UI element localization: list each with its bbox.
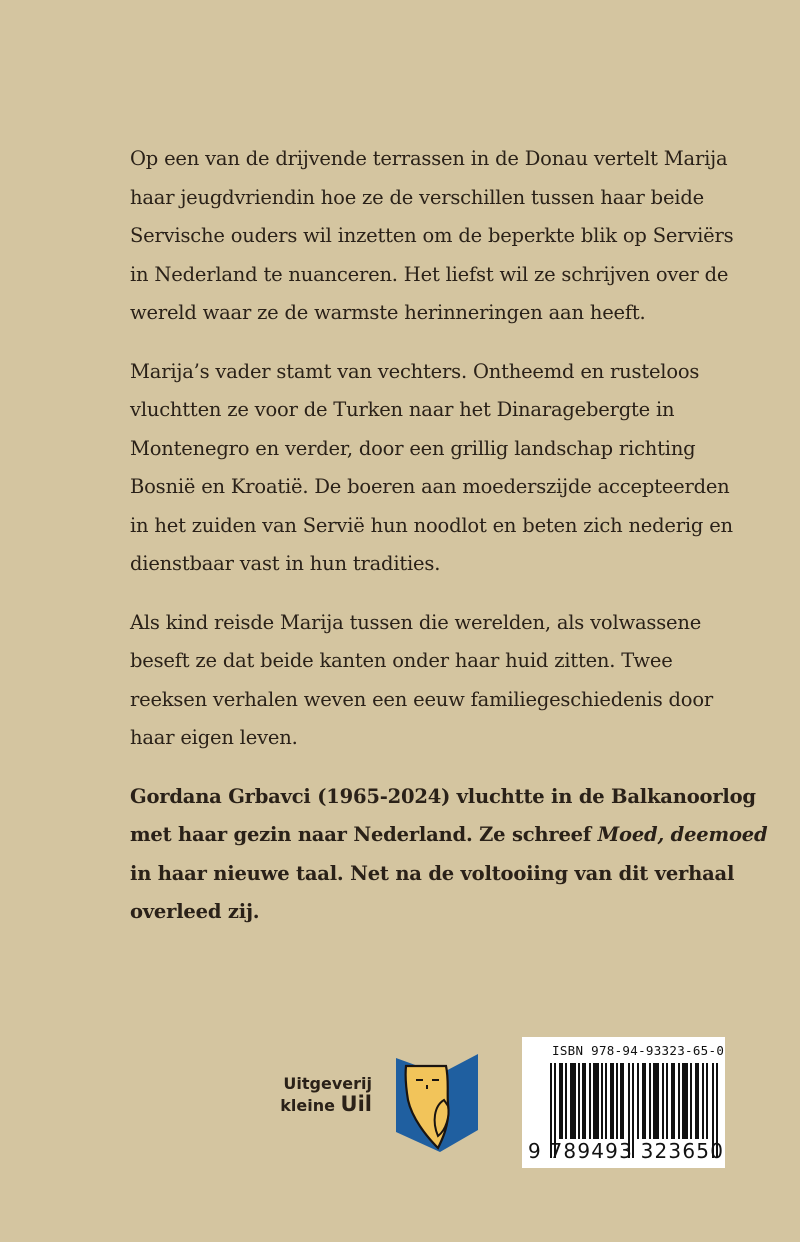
text-line: vluchtten ze voor de Turken naar het Dinaragebergte in — [130, 398, 675, 421]
text-line — [130, 816, 768, 855]
blurb-paragraph-2 — [130, 353, 733, 584]
text-line: in Nederland te nuanceren. Het liefst wil ze schrijven over de — [130, 262, 729, 286]
bio-text: met haar gezin naar Nederland. Ze schreef — [130, 823, 598, 846]
isbn-barcode — [522, 1037, 725, 1168]
text-line: Gordana Grbavci (1965-2024) vluchtte in de Balkanoorlog — [130, 784, 756, 808]
text-line: Montenegro en verder, door een grillig landschap richting — [130, 436, 696, 460]
author-bio — [130, 778, 768, 932]
text-line: Marija’s vader stamt van vechters. Ontheemd en rusteloos — [130, 359, 700, 383]
ean-digits: 9 789493 323650 — [528, 1139, 725, 1163]
text-line: dienstbaar vast in hun tradities. — [130, 552, 441, 575]
text-line: haar eigen leven. — [130, 726, 298, 749]
back-cover-blurb — [130, 140, 768, 952]
blurb-paragraph-3 — [130, 604, 730, 758]
text-line: in haar nieuwe taal. Net na de voltooiing van dit verhaal — [130, 861, 735, 885]
text-line: wereld waar ze de warmste herinneringen aan heeft. — [130, 301, 646, 324]
text-line: Als kind reisde Marija tussen die werelden, als volwassene — [130, 610, 702, 634]
text-line: haar jeugdvriendin hoe ze de verschillen tussen haar beide — [130, 185, 704, 209]
text-line: Op een van de drijvende terrassen in de Donau vertelt Marija — [130, 147, 728, 170]
publisher-name — [262, 1074, 372, 1116]
text-line: overleed zij. — [130, 900, 260, 923]
blurb-paragraph-1 — [130, 140, 734, 333]
text-line: reeksen verhalen weven een eeuw familiegeschiedenis door — [130, 687, 714, 711]
publisher-uil: Uil — [340, 1092, 372, 1116]
book-title: Moed, deemoed — [597, 823, 768, 846]
owl-book-logo-icon — [392, 1044, 482, 1154]
isbn-label: ISBN 978-94-93323-65-0 — [552, 1043, 725, 1058]
text-line: Bosnië en Kroatië. De boeren aan moederszijde accepteerden — [130, 475, 730, 498]
text-line: beseft ze dat beide kanten onder haar huid zitten. Twee — [130, 649, 673, 672]
publisher-line-2 — [262, 1094, 372, 1116]
publisher-kleine: kleine — [280, 1096, 341, 1115]
text-line: in het zuiden van Servië hun noodlot en beten zich nederig en — [130, 513, 733, 537]
publisher-line-1: Uitgeverij — [283, 1074, 372, 1093]
text-line: Servische ouders wil inzetten om de beperkte blik op Serviërs — [130, 224, 734, 247]
